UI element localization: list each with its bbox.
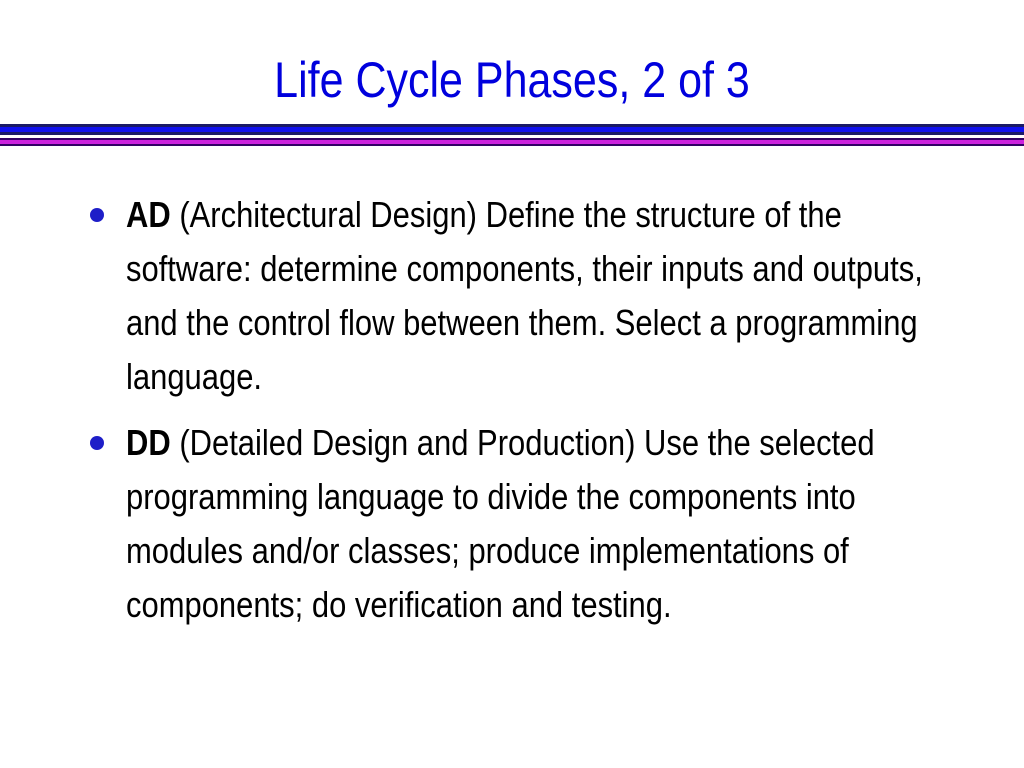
slide-title: Life Cycle Phases, 2 of 3 (274, 52, 750, 108)
bullet-text (126, 188, 934, 404)
divider-line (0, 132, 1024, 135)
bullet-item-dd (0, 416, 1024, 632)
bullet-text (126, 416, 934, 632)
bullet-description: (Architectural Design) Define the structure of the software: determine components, their inputs and outputs, and the control flow between them. Select a programming language. (126, 194, 923, 397)
bullet-list (0, 188, 1024, 644)
bullet-dot-icon (90, 208, 104, 222)
bullet-term: AD (126, 194, 171, 235)
bullet-term: DD (126, 422, 171, 463)
bullet-dot-icon (90, 436, 104, 450)
bullet-description: (Detailed Design and Production) Use the selected programming language to divide the components into modules and/or classes; produce implementations of components; do verification and testing. (126, 422, 875, 625)
bullet-item-ad (0, 188, 1024, 404)
divider-line (0, 144, 1024, 146)
